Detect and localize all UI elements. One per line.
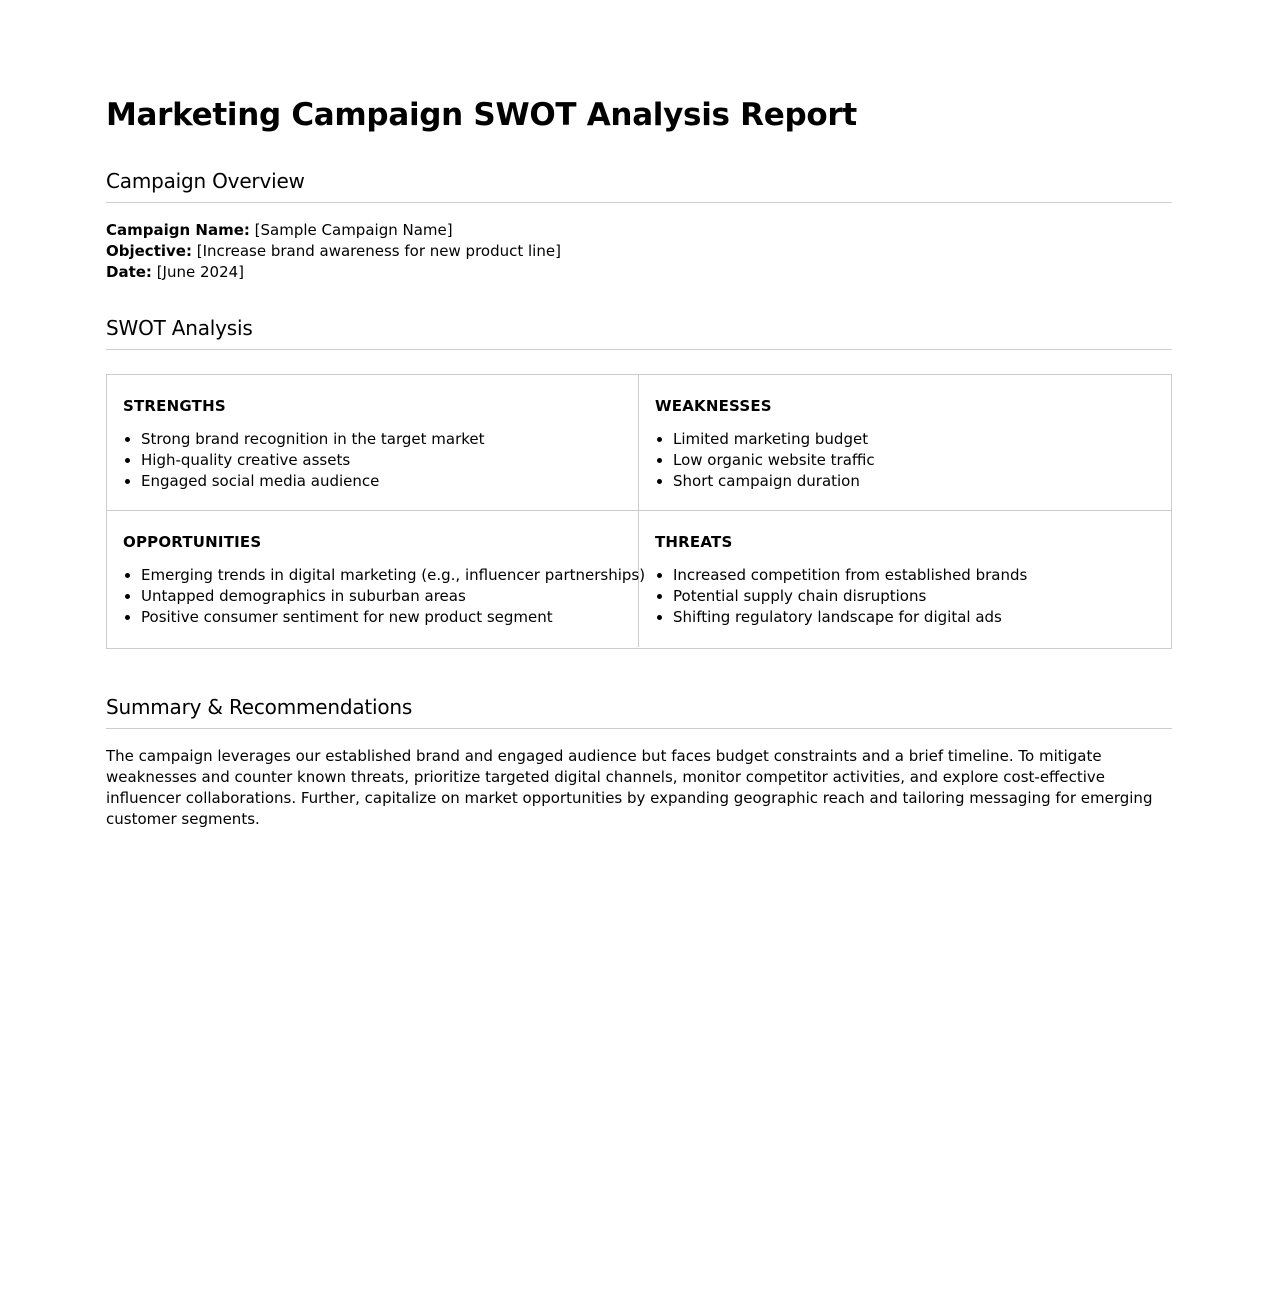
campaign-overview (106, 220, 561, 283)
swot-grid (106, 374, 1172, 649)
section-title-swot: SWOT Analysis (106, 316, 253, 340)
field-value: [Sample Campaign Name] (254, 221, 453, 239)
quadrant-title: THREATS (655, 533, 733, 551)
quadrant-title: STRENGTHS (123, 397, 226, 415)
list-item: • Short campaign duration (673, 471, 875, 492)
list-item: • Potential supply chain disruptions (673, 586, 1027, 607)
quadrant-list (655, 565, 1027, 628)
field-label: Date: (106, 263, 152, 281)
overview-field-date (106, 262, 561, 283)
quadrant-list (123, 565, 645, 628)
overview-field-objective (106, 241, 561, 262)
quadrant-list (123, 429, 485, 492)
swot-threats (639, 511, 1171, 647)
list-item: • Limited marketing budget (673, 429, 875, 450)
section-divider (106, 349, 1172, 350)
page-title: Marketing Campaign SWOT Analysis Report (106, 97, 857, 133)
field-value: [Increase brand awareness for new product line] (196, 242, 561, 260)
list-item: • Increased competition from established brands (673, 565, 1027, 586)
list-item: • Strong brand recognition in the target market (141, 429, 485, 450)
section-title-overview: Campaign Overview (106, 169, 305, 193)
quadrant-list (655, 429, 875, 492)
swot-strengths (107, 375, 639, 511)
overview-field-campaign-name (106, 220, 561, 241)
swot-weaknesses (639, 375, 1171, 511)
section-title-summary: Summary & Recommendations (106, 695, 413, 719)
field-value: [June 2024] (156, 263, 245, 281)
list-item: • Positive consumer sentiment for new product segment (141, 607, 645, 628)
list-item: • Untapped demographics in suburban areas (141, 586, 645, 607)
list-item: • Engaged social media audience (141, 471, 485, 492)
field-label: Campaign Name: (106, 221, 250, 239)
field-label: Objective: (106, 242, 192, 260)
list-item: • Low organic website traffic (673, 450, 875, 471)
quadrant-title: OPPORTUNITIES (123, 533, 262, 551)
quadrant-title: WEAKNESSES (655, 397, 772, 415)
summary-paragraph: The campaign leverages our established brand and engaged audience but faces budget constraints and a brief timeline. To mitigate weaknesses and counter known threats, prioritize targeted digital channels, monitor competitor activities, and explore cost-effective influencer collaborations. Further, capitalize on market opportunities by expanding geographic reach and tailoring messaging for emerging customer segments. (106, 747, 1153, 828)
swot-opportunities (107, 511, 646, 647)
section-divider (106, 202, 1172, 203)
list-item: • Shifting regulatory landscape for digital ads (673, 607, 1027, 628)
list-item: • Emerging trends in digital marketing (e.g., influencer partnerships) (141, 565, 645, 586)
section-divider (106, 728, 1172, 729)
list-item: • High-quality creative assets (141, 450, 485, 471)
